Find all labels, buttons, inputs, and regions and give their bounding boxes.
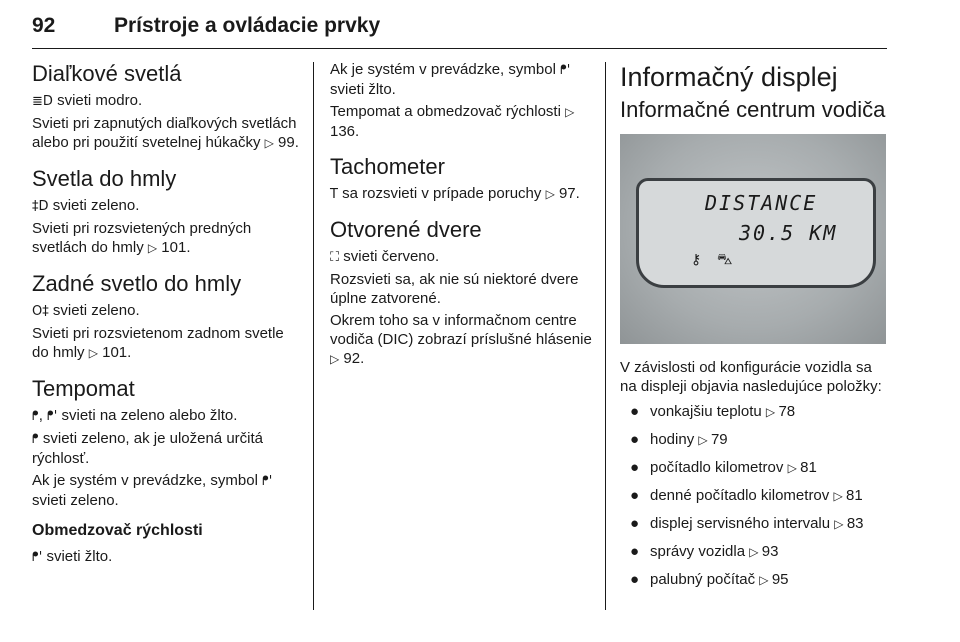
speed-limiter-icon: ᖰ' bbox=[32, 550, 43, 565]
bullet-icon: ● bbox=[630, 543, 640, 560]
page-ref[interactable]: 92. bbox=[343, 350, 365, 367]
speed-limiter-icon: ᖰ' bbox=[560, 63, 571, 78]
page-ref[interactable]: 81 bbox=[800, 459, 817, 476]
page-reference-arrow-icon: ▷ bbox=[759, 573, 772, 587]
bullet-icon: ● bbox=[630, 571, 640, 588]
page-reference-arrow-icon: ▷ bbox=[787, 461, 801, 475]
list-item-text: správy vozidla bbox=[650, 543, 750, 560]
page-ref[interactable]: 83 bbox=[846, 515, 864, 532]
text: Svieti pri rozsvietených predných svetlách do hmly bbox=[32, 220, 252, 256]
speed-limiter-icon: ᖰ' bbox=[47, 409, 58, 424]
text: svieti červeno. bbox=[343, 248, 440, 265]
text: svieti zeleno. bbox=[52, 302, 140, 319]
heading-driver-info-center: Informačné centrum vodiča bbox=[620, 97, 886, 122]
page-number: 92 bbox=[32, 14, 56, 37]
page-ref[interactable]: 78 bbox=[778, 403, 796, 420]
heading-info-display: Informačný displej bbox=[620, 62, 838, 92]
text: Svieti pri rozsvietenom zadnom svetle do hmly bbox=[32, 325, 284, 361]
text: svieti zeleno. bbox=[32, 492, 119, 509]
text: svieti zeleno. bbox=[52, 197, 140, 214]
door-open-icon: ⛶ bbox=[330, 250, 340, 265]
high-beam-icon: ≣D bbox=[32, 94, 53, 109]
bullet-icon: ● bbox=[630, 431, 640, 448]
heading-high-beam: Diaľkové svetlá bbox=[32, 61, 182, 86]
page-ref[interactable]: 101. bbox=[102, 344, 132, 361]
bullet-icon: ● bbox=[630, 515, 640, 532]
column-left: Diaľkové svetlá ≣D svieti modro. Svieti pri zapnutých diaľkových svetlách alebo pri použití svetelnej húkačky ▷ 99. Svetla do hmly ‡D svieti zeleno. Svieti pri rozsvietených predných svetlách do hmly ▷ 101. Zadné svetlo do hmly O‡ svieti zeleno. Svieti pri rozsvietenom zadnom svetle do hmly ▷ 101. Tempomat ᖰ, ᖰ' svieti na zeleno alebo žlto. ᖰ svieti zeleno, ak je uložená určitá rýchlosť. Ak je systém v prevádzke, symbol ᖰ' svieti zeleno. Obmedzovač rýchlosti ᖰ' svieti žlto. bbox=[32, 60, 304, 570]
list-item bbox=[620, 458, 888, 478]
heading-rear-fog: Zadné svetlo do hmly bbox=[32, 271, 242, 296]
page-ref[interactable]: 79 bbox=[710, 431, 728, 448]
page-reference-arrow-icon: ▷ bbox=[565, 105, 575, 119]
page-reference-arrow-icon: ▷ bbox=[834, 517, 847, 531]
list-item-text: displej servisného intervalu bbox=[650, 515, 835, 532]
display-items-list bbox=[620, 402, 888, 590]
front-fog-icon: ‡D bbox=[32, 199, 49, 214]
list-item-text: vonkajšiu teplotu bbox=[650, 403, 766, 420]
text: svieti žlto. bbox=[46, 548, 113, 565]
heading-tachometer: Tachometer bbox=[330, 154, 445, 179]
page-reference-arrow-icon: ▷ bbox=[264, 136, 274, 150]
page-ref[interactable]: 95 bbox=[771, 571, 789, 588]
page-ref[interactable]: 101. bbox=[161, 239, 191, 256]
heading-door-open: Otvorené dvere bbox=[330, 217, 482, 242]
key-icon: ⚷ bbox=[691, 251, 702, 267]
speed-limiter-icon: ᖰ' bbox=[262, 474, 273, 489]
list-item bbox=[620, 514, 888, 534]
page-ref[interactable]: 99. bbox=[278, 134, 299, 151]
text: svieti modro. bbox=[57, 92, 143, 109]
dic-display-photo bbox=[620, 134, 886, 344]
page-reference-arrow-icon: ▷ bbox=[765, 405, 779, 419]
tachometer-icon: T bbox=[330, 187, 338, 202]
text: svieti žlto. bbox=[330, 81, 396, 98]
page-reference-arrow-icon: ▷ bbox=[545, 187, 555, 201]
page-reference-arrow-icon: ▷ bbox=[749, 545, 762, 559]
text: Okrem toho sa v informačnom centre vodiča (DIC) zobrazí príslušné hlásenie bbox=[330, 312, 592, 348]
page-ref[interactable]: 97. bbox=[558, 185, 580, 202]
list-item-text: palubný počítač bbox=[650, 571, 760, 588]
dic-screen bbox=[636, 178, 876, 288]
page-reference-arrow-icon: ▷ bbox=[330, 352, 340, 366]
page-ref[interactable]: 136. bbox=[330, 123, 360, 140]
list-item-text: hodiny bbox=[650, 431, 699, 448]
text: Tempomat a obmedzovač rýchlosti bbox=[330, 103, 561, 120]
text: Ak je systém v prevádzke, symbol bbox=[32, 472, 258, 489]
page-reference-arrow-icon: ▷ bbox=[833, 489, 847, 503]
bullet-icon: ● bbox=[630, 403, 640, 420]
list-item-text: počítadlo kilometrov bbox=[650, 459, 788, 476]
list-item bbox=[620, 430, 888, 450]
display-line-1: DISTANCE bbox=[705, 191, 818, 215]
text: svieti zeleno, ak je uložená určitá rýchlosť. bbox=[32, 430, 263, 467]
column-middle bbox=[330, 60, 594, 372]
page-reference-arrow-icon: ▷ bbox=[698, 433, 711, 447]
heading-fog-lights: Svetla do hmly bbox=[32, 166, 177, 191]
page-ref[interactable]: 81 bbox=[846, 487, 863, 504]
cruise-control-icon: ᖰ bbox=[32, 409, 39, 424]
bullet-icon: ● bbox=[630, 487, 640, 504]
page-reference-arrow-icon: ▷ bbox=[88, 346, 98, 360]
list-item bbox=[620, 542, 888, 562]
rear-fog-icon: O‡ bbox=[32, 304, 49, 319]
page-reference-arrow-icon: ▷ bbox=[147, 241, 158, 255]
page-header bbox=[32, 8, 887, 49]
page-ref[interactable]: 93 bbox=[761, 543, 779, 560]
column-right bbox=[620, 60, 888, 598]
column-divider bbox=[313, 62, 314, 610]
list-item-text: denné počítadlo kilometrov bbox=[650, 487, 834, 504]
car-icon: ⛍ bbox=[717, 251, 733, 268]
column-divider bbox=[605, 62, 606, 610]
display-line-2: 30.5 KM bbox=[739, 221, 838, 245]
text: sa rozsvieti v prípade poruchy bbox=[342, 185, 542, 202]
text: svieti na zeleno alebo žlto. bbox=[61, 407, 238, 424]
list-item bbox=[620, 570, 888, 590]
heading-cruise-control: Tempomat bbox=[32, 376, 135, 401]
section-title: Prístroje a ovládacie prvky bbox=[114, 14, 381, 37]
text: Svieti pri zapnutých diaľkových svetlách alebo pri použití svetelnej húkačky bbox=[32, 115, 297, 151]
list-item bbox=[620, 486, 888, 506]
text: Rozsvieti sa, ak nie sú niektoré dvere úplne zatvorené. bbox=[330, 271, 579, 307]
bullet-icon: ● bbox=[630, 459, 640, 476]
intro-text: V závislosti od konfigurácie vozidla sa na displeji objavia nasledujúce položky: bbox=[620, 359, 882, 395]
heading-speed-limiter: Obmedzovač rýchlosti bbox=[32, 522, 203, 539]
text: Ak je systém v prevádzke, symbol bbox=[330, 61, 556, 78]
cruise-control-icon: ᖰ bbox=[32, 432, 39, 447]
list-item bbox=[620, 402, 888, 422]
